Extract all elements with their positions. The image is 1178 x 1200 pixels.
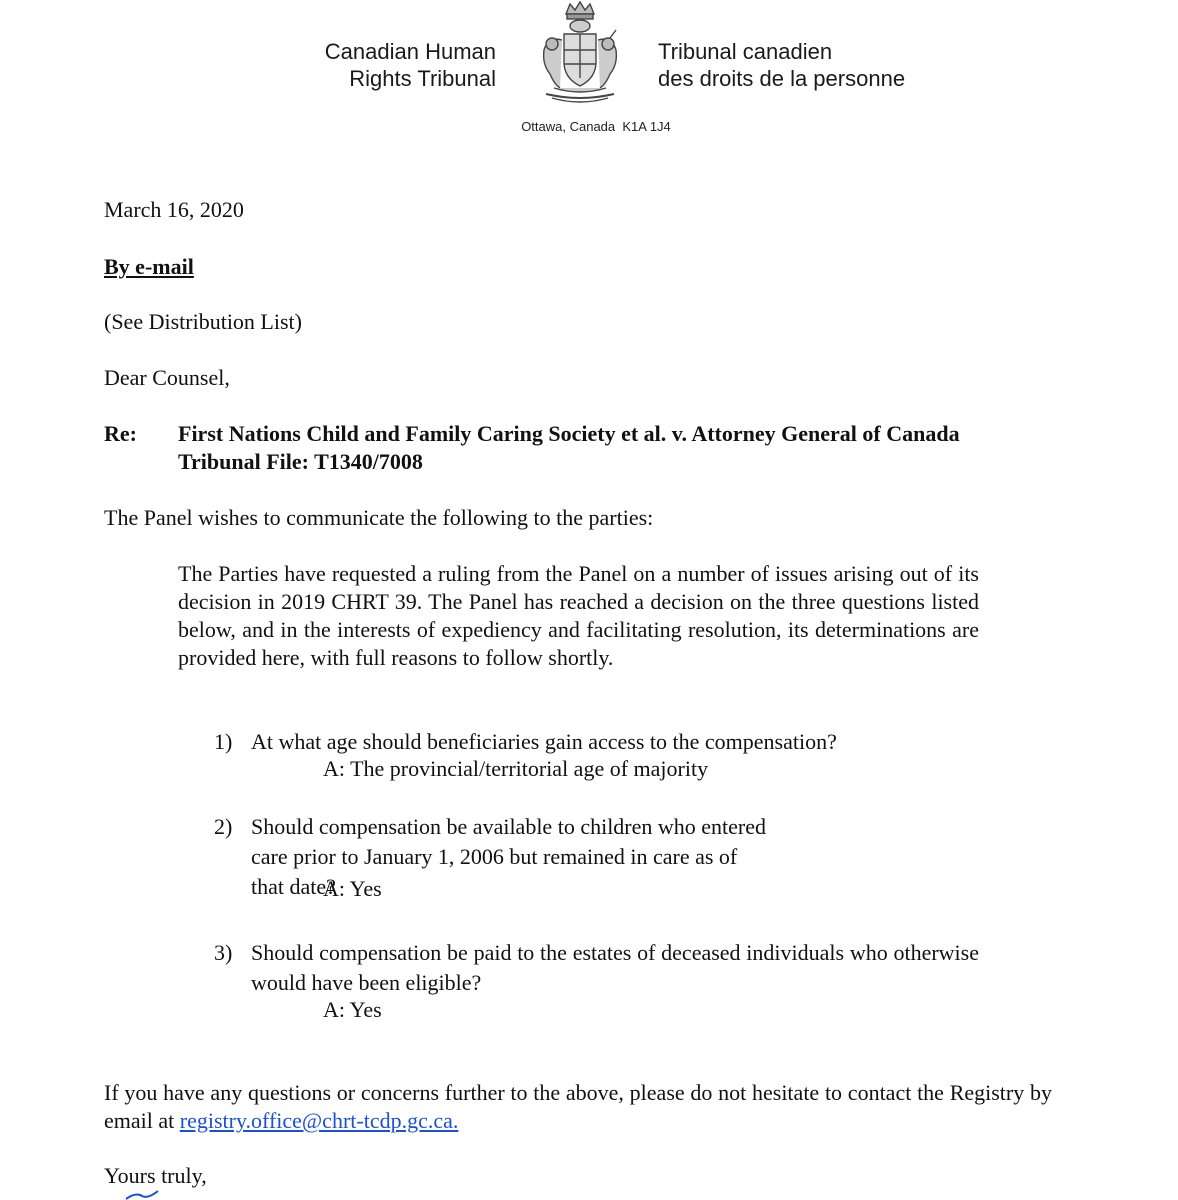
signature-stroke-icon bbox=[122, 1190, 162, 1200]
closing-text: If you have any questions or concerns further to the above, please do not hesitate to contact the Registry by email at bbox=[104, 1080, 1052, 1133]
salutation: Dear Counsel, bbox=[104, 365, 230, 390]
question-answer: A: Yes bbox=[323, 997, 382, 1022]
distribution-note: (See Distribution List) bbox=[104, 309, 302, 334]
english-name-line-2: Rights Tribunal bbox=[349, 66, 496, 91]
letterhead-french-name bbox=[658, 38, 905, 92]
letterhead-address: Ottawa, Canada K1A 1J4 bbox=[521, 119, 671, 134]
letter-date: March 16, 2020 bbox=[104, 197, 244, 222]
re-tribunal-file: Tribunal File: T1340/7008 bbox=[178, 449, 423, 474]
french-name-line-1: Tribunal canadien bbox=[658, 39, 833, 64]
closing-paragraph bbox=[104, 1079, 1052, 1135]
panel-paragraph: The Parties have requested a ruling from the Panel on a number of issues arising out of its decision in 2019 CHRT 39. The Panel has reached a decision on the three questions listed below, and in the interests of expediency and facilitating resolution, its determinations are provided here, with full reasons to follow shortly. bbox=[178, 561, 979, 670]
coat-of-arms-icon bbox=[530, 0, 630, 104]
intro-sentence: The Panel wishes to communicate the following to the parties: bbox=[104, 505, 654, 530]
question-answer: A: The provincial/territorial age of majority bbox=[323, 756, 709, 781]
english-name-line-1: Canadian Human bbox=[324, 39, 496, 64]
question-answer: A: Yes bbox=[323, 876, 382, 901]
question-text: Should compensation be paid to the estates of deceased individuals who otherwise would have been eligible? bbox=[251, 940, 979, 995]
re-label: Re: bbox=[104, 421, 137, 446]
letterhead-english-name bbox=[300, 38, 496, 92]
question-number: 3) bbox=[214, 940, 233, 965]
re-case-title: First Nations Child and Family Caring Society et al. v. Attorney General of Canada bbox=[178, 421, 960, 446]
question-text: At what age should beneficiaries gain access to the compensation? bbox=[251, 729, 837, 754]
question-number: 1) bbox=[214, 729, 233, 754]
question-number: 2) bbox=[214, 814, 233, 839]
french-name-line-2: des droits de la personne bbox=[658, 66, 906, 91]
registry-email-link[interactable]: registry.office@chrt-tcdp.gc.ca. bbox=[179, 1108, 459, 1133]
delivery-method: By e-mail bbox=[104, 254, 194, 279]
question-text: Should compensation be available to children who entered care prior to January 1, 2006 but remained in care as of that date? bbox=[251, 814, 767, 899]
sign-off: Yours truly, bbox=[104, 1163, 207, 1188]
